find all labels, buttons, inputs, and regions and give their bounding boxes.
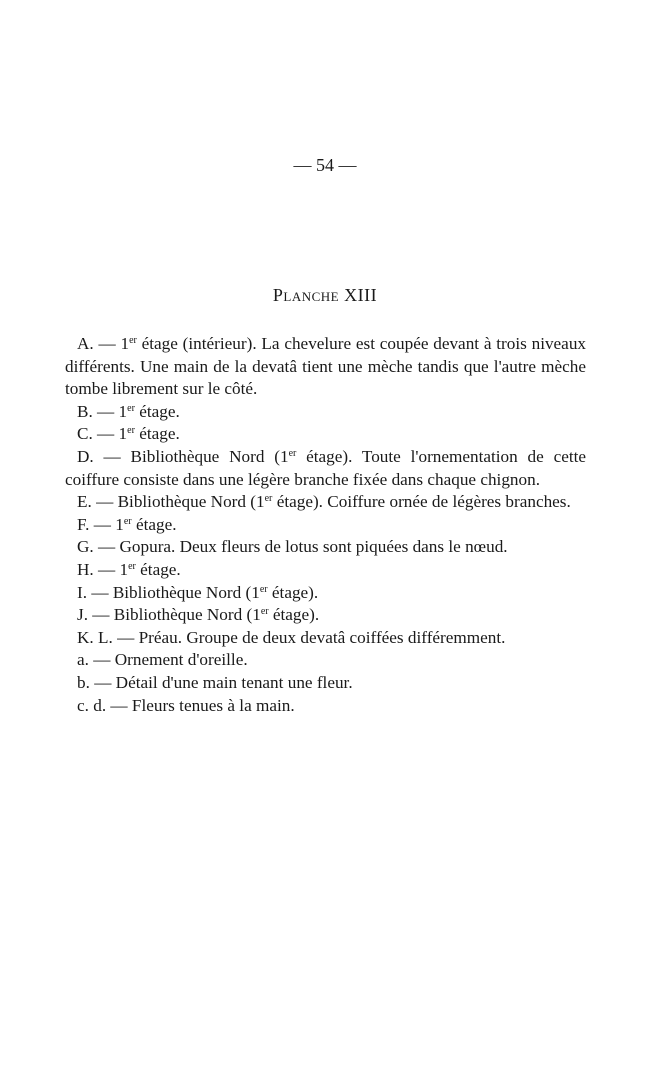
legend-entry [65,401,586,424]
entry-text: étage. [135,559,181,579]
legend-entry [65,446,586,491]
ordinal-superscript: er [123,515,132,527]
entry-label: I. — [77,582,109,602]
entry-text: 1 [119,559,129,579]
entry-text: étage). [268,605,320,625]
entry-label: F. — [77,514,111,534]
entry-text: étage). Coiffure ornée de légères branches. [272,492,571,512]
entry-label: J. — [77,605,110,625]
entry-label: D. — [77,446,121,466]
entry-label: A. — [77,334,116,353]
ordinal-superscript: er [288,447,297,459]
legend-entry [65,536,586,559]
entry-text: Fleurs tenues à la main. [131,695,295,715]
legend-entry [65,333,586,401]
entry-text: étage). [267,582,319,602]
entry-text: 1 [118,401,128,421]
ordinal-superscript: er [264,493,273,505]
entry-label: G. — [77,537,116,557]
legend-entry [65,604,586,627]
legend-entry [65,491,586,514]
ordinal-superscript: er [260,606,269,618]
entry-label: a. — [77,650,111,670]
ordinal-superscript: er [128,560,136,572]
ordinal-superscript: er [127,425,135,437]
ordinal-superscript: er [127,402,135,414]
legend-entry [65,627,586,650]
entry-text: 1 [120,334,130,353]
entry-label: C. — [77,424,115,444]
legend-entry [65,423,586,446]
entry-text: Bibliothèque Nord (1 [113,605,261,625]
entry-text: Gopura. Deux fleurs de lotus sont piquées dans le nœud. [119,537,508,557]
page-number: — 54 — [293,155,357,175]
entry-text: étage (intérieur). La chevelure est coupée devant à trois niveaux différents. Une main de la devatâ tient une mèche tandis que l'autre mèche tombe librement sur le côté. [65,334,587,399]
entry-text: étage. [131,514,177,534]
legend-entry [65,649,586,672]
ordinal-superscript: er [129,335,137,346]
entry-label: B. — [77,401,115,421]
entry-label: E. — [77,492,114,512]
legend-entry [65,559,586,582]
entry-label: K. L. — [77,627,135,647]
entry-label: c. d. — [77,695,128,715]
entry-text: 1 [115,514,124,534]
entry-text: étage. [134,401,180,421]
entry-text: étage). Toute l'ornementation de cette coiffure consiste dans une légère branche fixée dans chaque chignon. [65,446,587,489]
plate-title: Planche XIII [272,285,378,305]
entry-label: H. — [77,559,116,579]
entry-text: Bibliothèque Nord (1 [130,446,289,466]
plate-legend [65,333,586,717]
entry-text: Bibliothèque Nord (1 [117,492,265,512]
entry-text: étage. [134,424,180,444]
entry-text: Préau. Groupe de deux devatâ coiffées différemment. [138,627,506,647]
legend-entry [65,582,586,605]
entry-text: Détail d'une main tenant une fleur. [115,672,353,692]
entry-text: Ornement d'oreille. [114,650,248,670]
legend-entry [65,514,586,537]
entry-text: Bibliothèque Nord (1 [112,582,260,602]
legend-entry [65,695,586,718]
ordinal-superscript: er [259,583,268,595]
entry-label: b. — [77,672,112,692]
entry-text: 1 [118,424,128,444]
legend-entry [65,672,586,695]
